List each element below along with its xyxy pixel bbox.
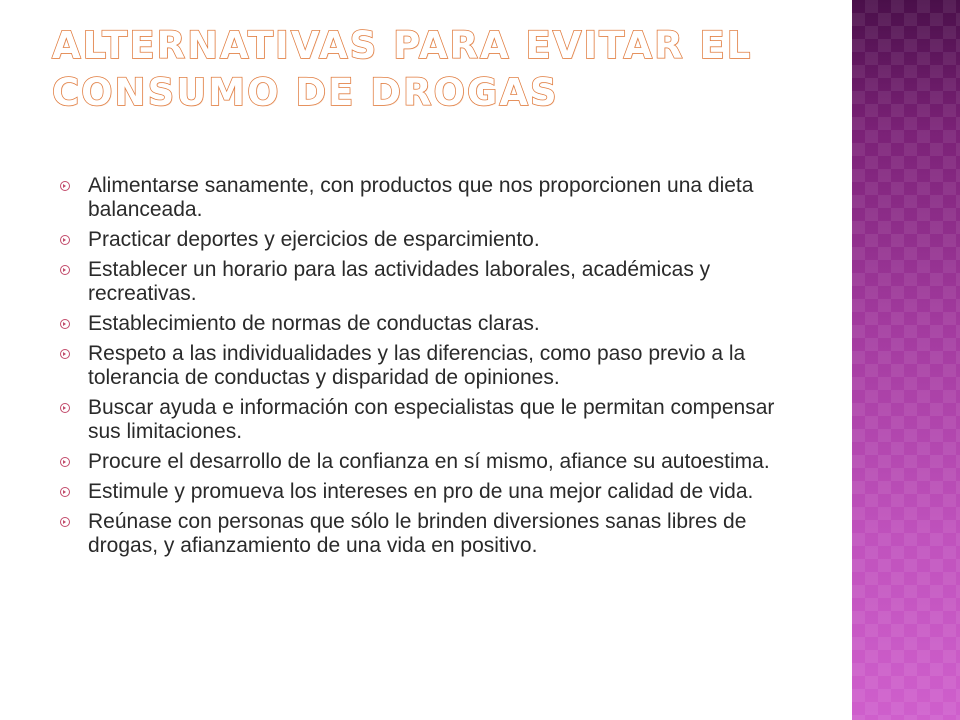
- bullet-text: Alimentarse sanamente, con productos que nos proporcionen una dieta balanceada.: [88, 174, 754, 221]
- circled-arrow-icon: [60, 457, 70, 467]
- decorative-side-panel: [852, 0, 960, 720]
- list-item: [60, 174, 800, 222]
- list-item: [60, 312, 800, 336]
- bullet-text: Estimule y promueva los intereses en pro de una mejor calidad de vida.: [88, 480, 754, 503]
- list-item: [60, 510, 800, 558]
- circled-arrow-icon: [60, 487, 70, 497]
- list-item: [60, 258, 800, 306]
- list-item: [60, 480, 800, 504]
- list-item: [60, 450, 800, 474]
- circled-arrow-icon: [60, 517, 70, 527]
- circled-arrow-icon: [60, 349, 70, 359]
- circled-arrow-icon: [60, 319, 70, 329]
- bullet-text: Respeto a las individualidades y las diferencias, como paso previo a la tolerancia de conductas y disparidad de opiniones.: [88, 342, 746, 389]
- bullet-text: Practicar deportes y ejercicios de esparcimiento.: [88, 228, 540, 251]
- list-item: [60, 228, 800, 252]
- bullet-text: Establecimiento de normas de conductas claras.: [88, 312, 540, 335]
- bullet-text: Buscar ayuda e información con especialistas que le permitan compensar sus limitaciones.: [88, 396, 775, 443]
- list-item: [60, 396, 800, 444]
- bullet-text: Procure el desarrollo de la confianza en sí mismo, afiance su autoestima.: [88, 450, 770, 473]
- circled-arrow-icon: [60, 403, 70, 413]
- bullet-text: Reúnase con personas que sólo le brinden diversiones sanas libres de drogas, y afianzamiento de una vida en positivo.: [88, 510, 747, 557]
- slide-title: ALTERNATIVAS PARA EVITAR EL CONSUMO DE DROGAS: [52, 24, 753, 114]
- circled-arrow-icon: [60, 181, 70, 191]
- bullet-list: [60, 174, 800, 564]
- circled-arrow-icon: [60, 265, 70, 275]
- circled-arrow-icon: [60, 235, 70, 245]
- bullet-text: Establecer un horario para las actividades laborales, académicas y recreativas.: [88, 258, 711, 305]
- list-item: [60, 342, 800, 390]
